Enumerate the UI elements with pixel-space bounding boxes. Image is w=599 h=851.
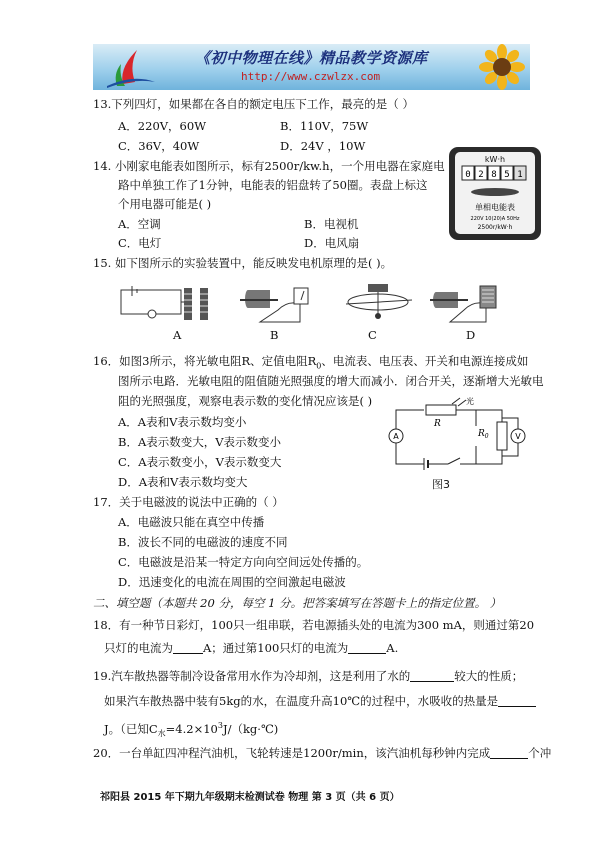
- answer-blank: [498, 694, 536, 707]
- logo-icon: [93, 44, 163, 90]
- q15-label-a: A: [173, 328, 182, 342]
- q17-option-c: C．电磁波是沿某一特定方向向空间远处传播的。: [118, 555, 369, 569]
- page-footer: 祁阳县 2015 年下期九年级期末检测试卷 物理 第 3 页（共 6 页）: [100, 792, 400, 803]
- q13-option-b: B．110V，75W: [280, 119, 369, 133]
- q15-figure-d: [428, 282, 512, 324]
- q13-option-a: A．220V，60W: [118, 119, 207, 133]
- meter-digit: 1: [517, 170, 523, 180]
- meter-spec: 220V 10(20)A 50Hz: [470, 216, 520, 222]
- q14-option-a: A．空调: [118, 217, 161, 231]
- answer-blank: [410, 669, 454, 682]
- q14-line1: 14. 小刚家电能表如图所示，标有2500r/kw.h，一个用电器在家庭电: [93, 159, 445, 173]
- q14-option-b: B．电视机: [304, 217, 359, 231]
- q20-line1: 20．一台单缸四冲程汽油机，飞轮转速是1200r/min，该汽油机每秒钟内完成 个冲: [93, 746, 552, 760]
- q19-line1: 19.汽车散热器等制冷设备常用水作为冷却剂，这是利用了水的 较大的性质；: [93, 669, 524, 683]
- r-label: R: [434, 419, 441, 429]
- q15-label-b: B: [270, 328, 279, 342]
- q16-option-a: A．A表和V表示数均变小: [118, 415, 247, 429]
- q14-line2: 路中单独工作了1分钟，电能表的铝盘转了50圈。表盘上标这: [118, 178, 428, 192]
- meter-disc: [471, 188, 519, 196]
- q15-figure-a: [118, 282, 218, 324]
- q14-option-c: C．电灯: [118, 236, 162, 250]
- voltmeter-label: V: [515, 432, 521, 441]
- q16-figure-caption: 图3: [432, 478, 450, 491]
- q13-option-d: D．24V ，10W: [280, 139, 366, 153]
- banner-url: http://www.czwlzx.com: [241, 70, 381, 83]
- q18-line1: 18．有一种节日彩灯，100只一组串联，若电源插头处的电流为300 mA，则通过第20: [93, 618, 535, 632]
- q17-option-b: B．波长不同的电磁波的速度不同: [118, 535, 288, 549]
- q16-line2: 图所示电路．光敏电阻的阻值随光照强度的增大而减小．闭合开关，逐渐增大光敏电: [118, 374, 544, 388]
- q16-option-b: B．A表示数变大，V表示数变小: [118, 435, 282, 449]
- meter-unit: kW·h: [484, 155, 506, 164]
- q14-option-d: D．电风扇: [304, 236, 360, 250]
- q19-line2: 如果汽车散热器中装有5kg的水，在温度升高10℃的过程中，水吸收的热量是: [104, 693, 536, 709]
- light-label: 光: [466, 397, 474, 406]
- meter-digit: 5: [504, 170, 510, 180]
- q19-line3: J。（已知$C_水=4.2\times 10^3J/(kg\cdot℃)$: [104, 721, 279, 739]
- q16-line3: 阻的光照强度，观察电表示数的变化情况应该是( ): [118, 394, 373, 408]
- meter-digits: [462, 166, 526, 180]
- q15-figure-b: [238, 282, 318, 324]
- q16-circuit-figure: [366, 396, 528, 488]
- answer-blank: [348, 641, 386, 654]
- q17-option-a: A．电磁波只能在真空中传播: [118, 515, 265, 529]
- header-banner: [93, 44, 530, 90]
- q16-option-d: D．A表和V表示数均变大: [118, 475, 248, 489]
- meter-digit: 8: [491, 170, 497, 180]
- meter-digit: 2: [478, 170, 484, 180]
- answer-blank: [490, 746, 528, 759]
- q16-line1: 16．如图3所示，将光敏电阻R、定值电阻$R_0$、电流表、电压表、开关和电源连接成如: [93, 354, 529, 371]
- section-heading: 二、填空题（本题共 20 分，每空 1 分。把答案填写在答题卡上的指定位置。 ）: [93, 596, 502, 610]
- q16-option-c: C．A表示数变小，V表示数变大: [118, 455, 282, 469]
- r0-label: $R_0$: [478, 429, 489, 440]
- meter-name: 单相电能表: [475, 203, 515, 212]
- q17-stem: 17．关于电磁波的说法中正确的（ ）: [93, 495, 284, 509]
- q15-label-c: C: [368, 328, 377, 342]
- q13-stem: 13.下列四灯，如果都在各自的额定电压下工作，最亮的是（ ）: [93, 97, 414, 111]
- energy-meter-figure: [448, 146, 542, 241]
- meter-rate: 2500r/kW·h: [477, 224, 513, 231]
- sunflower-icon: [466, 44, 528, 90]
- q15-stem: 15. 如下图所示的实验装置中，能反映发电机原理的是( )。: [93, 256, 393, 270]
- q15-label-d: D: [466, 328, 476, 342]
- meter-digit: 0: [465, 170, 471, 180]
- q14-line3: 个用电器可能是( ): [118, 197, 212, 211]
- banner-title: 《初中物理在线》精品教学资源库: [195, 49, 428, 67]
- q13-option-c: C．36V，40W: [118, 139, 200, 153]
- ammeter-label: A: [393, 432, 399, 441]
- q17-option-d: D．迅速变化的电流在周围的空间激起电磁波: [118, 575, 346, 589]
- q15-figure-c: [342, 280, 418, 324]
- q18-line2: 只灯的电流为 A；通过第100只灯的电流为 A.: [104, 641, 399, 655]
- answer-blank: [173, 641, 203, 654]
